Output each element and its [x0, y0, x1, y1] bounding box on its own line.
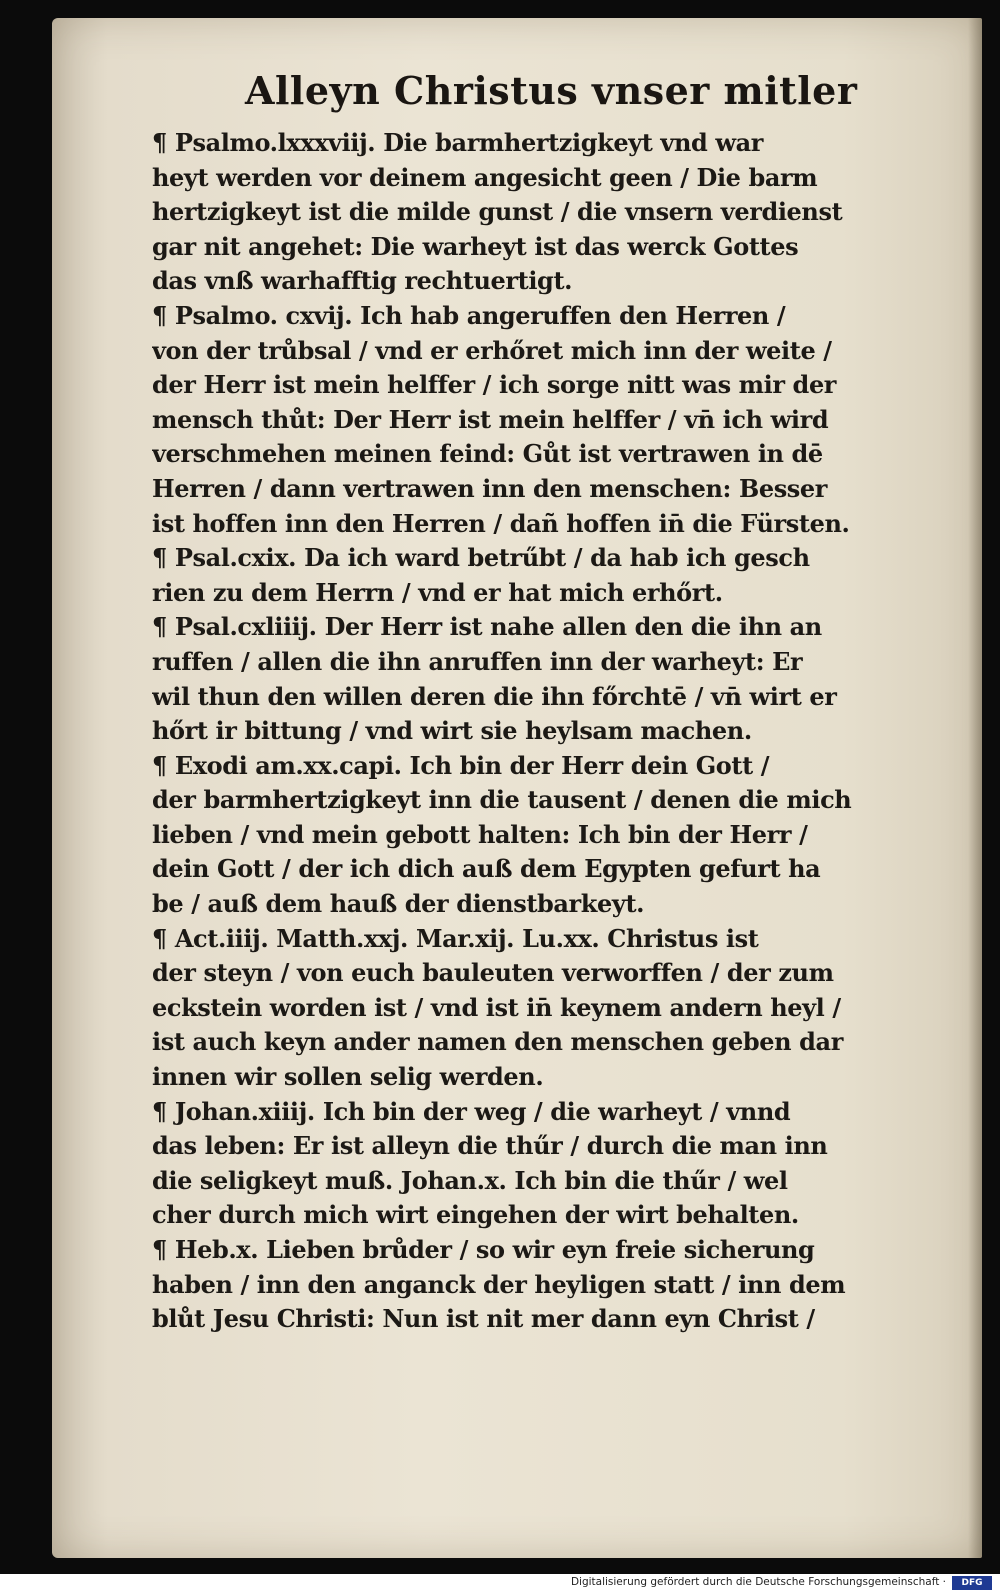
- text-line: das leben: Er ist alleyn die thűr / durch die man inn: [152, 1131, 828, 1161]
- text-line: be / auß dem hauß der dienstbarkeyt.: [152, 889, 645, 919]
- text-line: ¶ Johan.xiiij. Ich bin der weg / die warheyt / vnnd: [152, 1096, 791, 1126]
- text-line: lieben / vnd mein gebott halten: Ich bin der Herr /: [152, 819, 808, 849]
- text-line: Herren / dann vertrawen inn den menschen: Besser: [152, 473, 828, 503]
- text-line: dein Gott / der ich dich auß dem Egypten gefurt ha: [152, 854, 821, 884]
- text-line: ¶ Act.iiij. Matth.xxj. Mar.xij. Lu.xx. Christus ist: [152, 923, 759, 953]
- text-line: ist hoffen inn den Herren / dañ hoffen in̄ die Fürsten.: [152, 508, 850, 538]
- text-line: ¶ Heb.x. Lieben brůder / so wir eyn freie sicherung: [152, 1235, 815, 1264]
- text-line: gar nit angehet: Die warheyt ist das werck Gottes: [152, 231, 799, 261]
- running-head: Alleyn Christus vnser mitler: [245, 68, 858, 113]
- text-line: ¶ Psalmo. cxvij. Ich hab angeruffen den Herren /: [152, 300, 786, 330]
- text-line: eckstein worden ist / vnd ist in̄ keynem andern heyl /: [152, 992, 841, 1022]
- text-line: hertzigkeyt ist die milde gunst / die vnsern verdienst: [152, 197, 843, 227]
- text-line: ¶ Psalmo.lxxxviij. Die barmhertzigkeyt vnd war: [152, 128, 763, 157]
- dfg-logo: DFG: [952, 1576, 992, 1590]
- text-line: der Herr ist mein helffer / ich sorge nitt was mir der: [152, 370, 837, 400]
- text-line: heyt werden vor deinem angesicht geen / Die barm: [152, 162, 818, 192]
- text-line: wil thun den willen deren die ihn főrchtē / vn̄ wirt er: [152, 681, 837, 711]
- text-line: haben / inn den anganck der heyligen statt / inn dem: [152, 1269, 846, 1299]
- text-line: das vnß warhafftig rechtuertigt.: [152, 266, 573, 296]
- text-line: mensch thůt: Der Herr ist mein helffer / vn̄ ich wird: [152, 404, 829, 434]
- text-line: ¶ Exodi am.xx.capi. Ich bin der Herr dein Gott /: [152, 750, 770, 780]
- body-text: [152, 126, 927, 1337]
- text-line: der steyn / von euch bauleuten verworffen / der zum: [152, 958, 834, 988]
- text-line: hőrt ir bittung / vnd wirt sie heylsam machen.: [152, 716, 752, 746]
- text-line: von der trůbsal / vnd er erhőret mich inn der weite /: [152, 335, 832, 365]
- page-edge-shadow: [968, 18, 982, 1558]
- text-line: der barmhertzigkeyt inn die tausent / denen die mich: [152, 785, 852, 815]
- text-line: ruffen / allen die ihn anruffen inn der warheyt: Er: [152, 646, 803, 676]
- text-line: rien zu dem Herrn / vnd er hat mich erhőrt.: [152, 577, 723, 607]
- text-line: blůt Jesu Christi: Nun ist nit mer dann eyn Christ /: [152, 1304, 815, 1334]
- text-line: ¶ Psal.cxliiij. Der Herr ist nahe allen den die ihn an: [152, 612, 822, 642]
- text-line: innen wir sollen selig werden.: [152, 1062, 544, 1092]
- footer-credit: Digitalisierung gefördert durch die Deutsche Forschungsgemeinschaft ·: [570, 1576, 946, 1588]
- text-line: ist auch keyn ander namen den menschen geben dar: [152, 1027, 843, 1057]
- text-line: die seligkeyt muß. Johan.x. Ich bin die thűr / wel: [152, 1165, 788, 1195]
- text-line: verschmehen meinen feind: Gůt ist vertrawen in dē: [152, 439, 823, 469]
- text-line: cher durch mich wirt eingehen der wirt behalten.: [152, 1200, 799, 1230]
- text-line: ¶ Psal.cxix. Da ich ward betrűbt / da hab ich gesch: [152, 543, 810, 573]
